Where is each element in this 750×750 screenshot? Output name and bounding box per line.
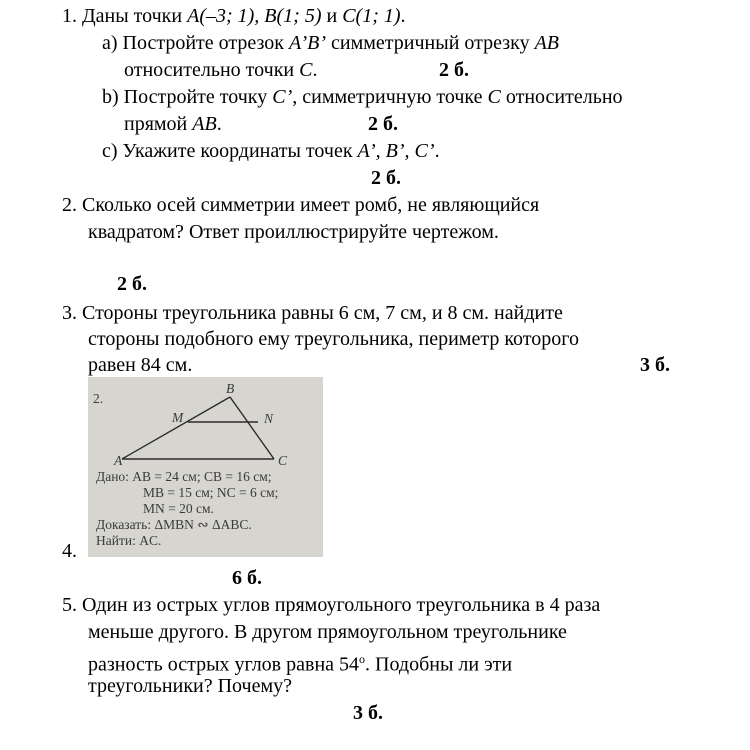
label-a: A bbox=[114, 453, 123, 468]
task2-line1: 2. Сколько осей симметрии имеет ромб, не являющийся bbox=[62, 194, 540, 216]
side-bc bbox=[230, 397, 274, 459]
task5-line1: 5. Один из острых углов прямоугольного треугольника в 4 раза bbox=[62, 594, 601, 616]
label-b: B bbox=[226, 381, 235, 396]
find-line: Найти: AC. bbox=[96, 533, 162, 548]
label-c: C bbox=[278, 453, 288, 468]
task4-photo bbox=[88, 377, 323, 557]
task1-b-points: 2 б. bbox=[368, 113, 398, 135]
given-line3: MN = 20 см. bbox=[143, 501, 214, 516]
task1-b-line2: прямой AB. bbox=[124, 113, 222, 135]
prove-line: Доказать: ΔMBN ∾ ΔABC. bbox=[96, 517, 252, 532]
task4-points: 6 б. bbox=[232, 567, 262, 589]
label-m: M bbox=[172, 410, 184, 425]
task1-c-points: 2 б. bbox=[371, 167, 401, 189]
task1-c-line1: c) Укажите координаты точек A’, B’, C’. bbox=[102, 140, 440, 162]
label-n: N bbox=[264, 411, 274, 426]
task3-line1: 3. Стороны треугольника равны 6 см, 7 см, и 8 см. найдите bbox=[62, 302, 563, 324]
task5-line3: разность острых углов равна $54^о$. Подобны ли эти bbox=[88, 652, 513, 676]
task2-points: 2 б. bbox=[117, 273, 147, 295]
fig-number: 2. bbox=[93, 391, 104, 406]
given-line2: MB = 15 см; NC = 6 см; bbox=[143, 485, 279, 500]
task3-points: 3 б. bbox=[640, 354, 670, 376]
task3-line3: равен 84 см. bbox=[88, 354, 193, 376]
task1-a-line1: a) Постройте отрезок A’B’ симметричный отрезку AB bbox=[102, 32, 560, 54]
task5-line2: меньше другого. В другом прямоугольном треугольнике bbox=[88, 621, 567, 643]
side-ab bbox=[122, 397, 230, 459]
task1-a-points: 2 б. bbox=[439, 59, 469, 81]
task5-line4: треугольники? Почему? bbox=[88, 675, 293, 697]
given-line1: Дано: AB = 24 см; CB = 16 см; bbox=[96, 469, 272, 484]
task1-intro: 1. Даны точки A(–3; 1), B(1; 5) и C(1; 1). bbox=[62, 5, 406, 27]
task4-number: 4. bbox=[62, 540, 77, 562]
task1-b-line1: b) Постройте точку C’, симметричную точке C относительно bbox=[102, 86, 623, 108]
task2-line2: квадратом? Ответ проиллюстрируйте чертежом. bbox=[88, 221, 499, 243]
task5-points: 3 б. bbox=[353, 702, 383, 724]
task1-a-line2: относительно точки C. bbox=[124, 59, 318, 81]
task3-line2: стороны подобного ему треугольника, периметр которого bbox=[88, 328, 579, 350]
